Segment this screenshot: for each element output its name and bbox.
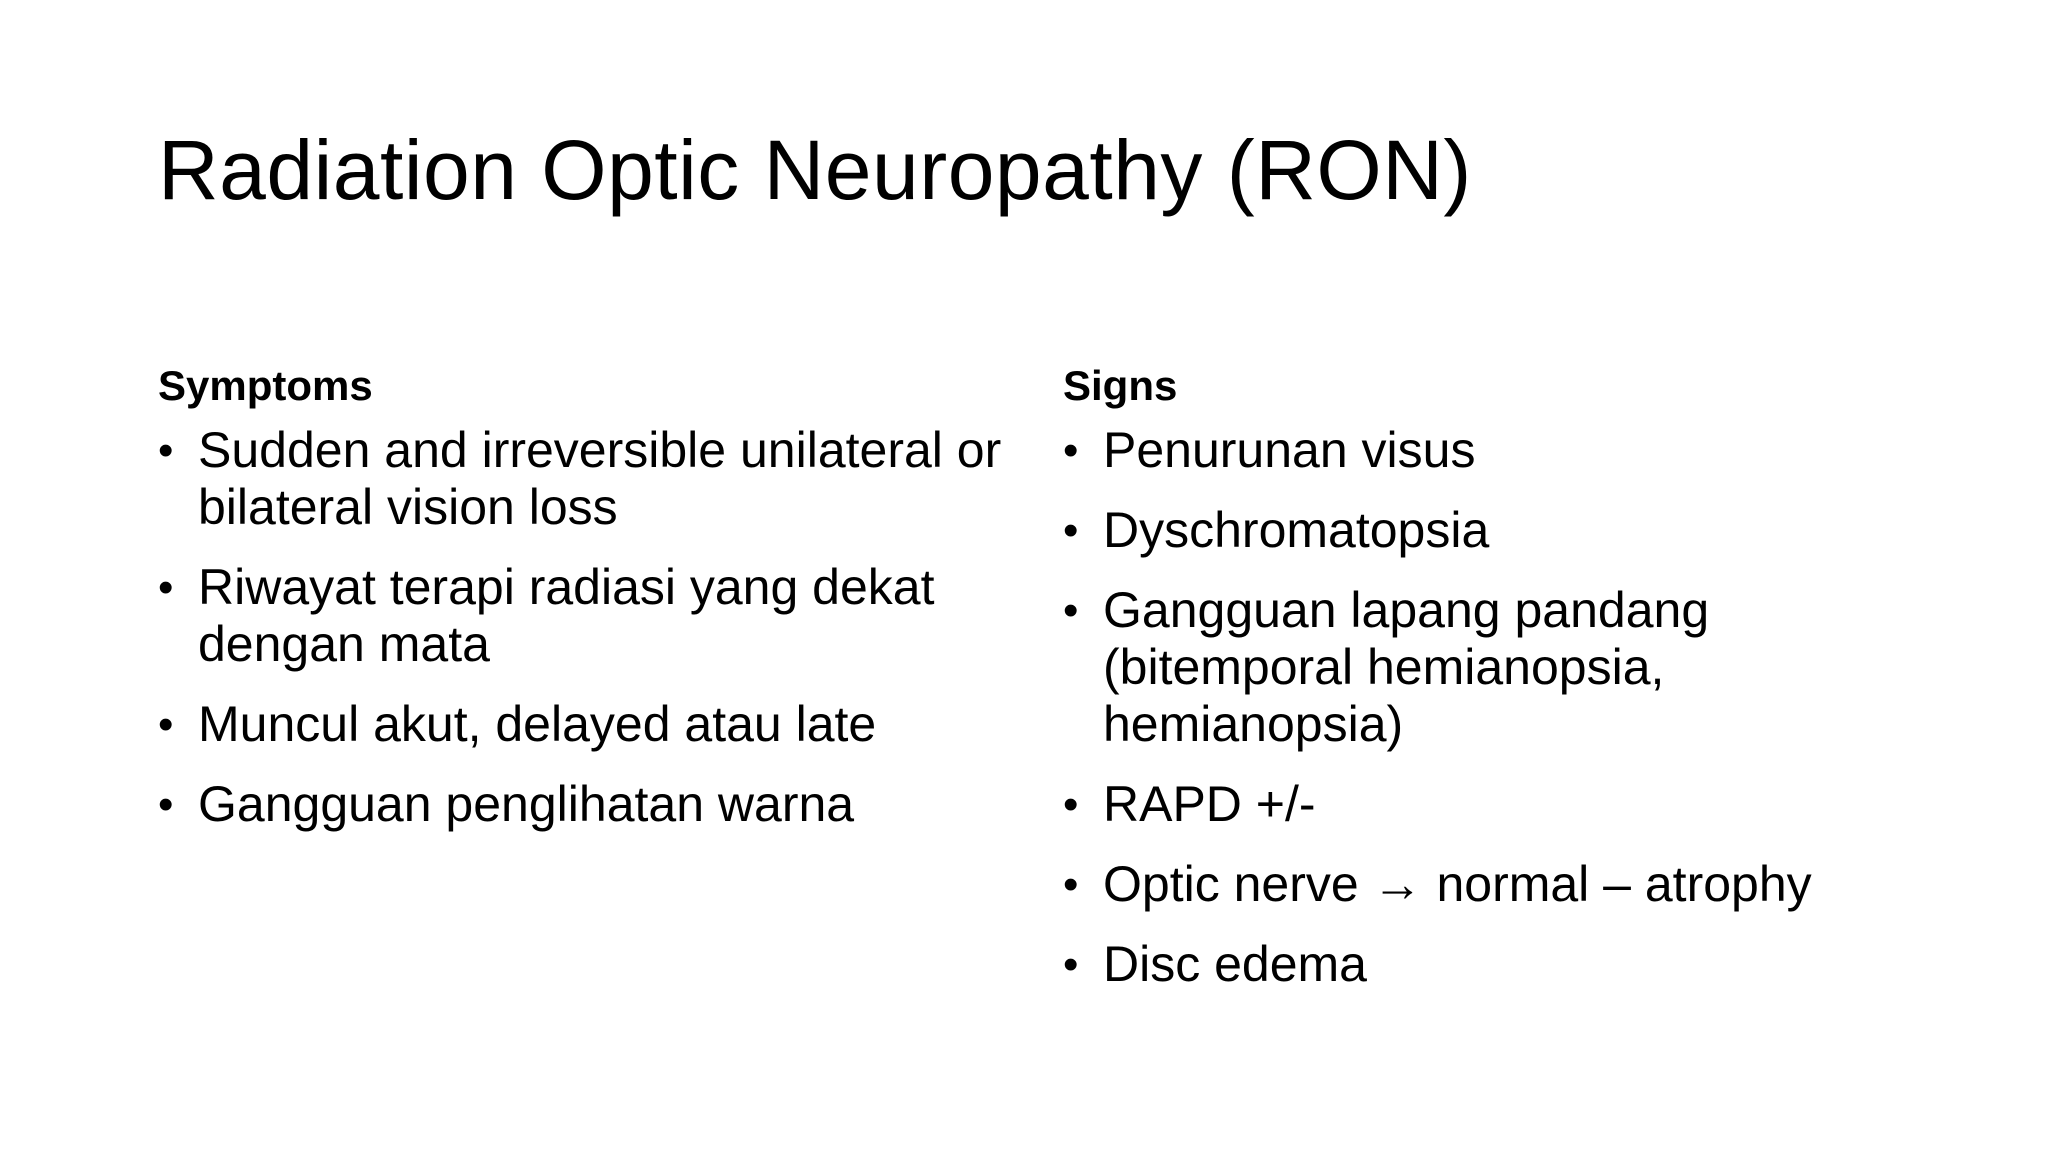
bullet-icon: • xyxy=(158,700,174,749)
list-item xyxy=(1063,582,1963,753)
list-item xyxy=(158,696,1018,753)
signs-column xyxy=(1063,358,1963,1016)
list-item-text: Gangguan lapang pandang (bitemporal hemianopsia, hemianopsia) xyxy=(1103,582,1710,752)
list-item-text: Optic nerve → normal – atrophy xyxy=(1103,856,1812,912)
list-item xyxy=(1063,936,1963,993)
list-item-text: Disc edema xyxy=(1103,936,1367,992)
list-item-text: RAPD +/- xyxy=(1103,776,1316,832)
signs-list xyxy=(1063,422,1963,993)
list-item-text: Riwayat terapi radiasi yang dekat dengan mata xyxy=(198,559,935,672)
bullet-icon: • xyxy=(158,780,174,829)
bullet-icon: • xyxy=(1063,506,1079,555)
bullet-icon: • xyxy=(158,426,174,475)
list-item xyxy=(1063,422,1963,479)
bullet-icon: • xyxy=(1063,940,1079,989)
list-item xyxy=(158,422,1018,536)
signs-heading: Signs xyxy=(1063,362,1178,409)
list-item-text: Dyschromatopsia xyxy=(1103,502,1490,558)
list-item-text: Muncul akut, delayed atau late xyxy=(198,696,877,752)
list-item-text: Penurunan visus xyxy=(1103,422,1476,478)
symptoms-heading: Symptoms xyxy=(158,362,373,409)
bullet-icon: • xyxy=(1063,426,1079,475)
bullet-icon: • xyxy=(158,563,174,612)
list-item xyxy=(158,559,1018,673)
symptoms-list xyxy=(158,422,1018,833)
list-item xyxy=(158,776,1018,833)
list-item-text: Sudden and irreversible unilateral or bilateral vision loss xyxy=(198,422,1002,535)
bullet-icon: • xyxy=(1063,860,1079,909)
list-item-text: Gangguan penglihatan warna xyxy=(198,776,855,832)
symptoms-column xyxy=(158,358,1018,856)
list-item xyxy=(1063,856,1963,913)
bullet-icon: • xyxy=(1063,780,1079,829)
bullet-icon: • xyxy=(1063,586,1079,635)
list-item xyxy=(1063,502,1963,559)
list-item xyxy=(1063,776,1963,833)
slide-title: Radiation Optic Neuropathy (RON) xyxy=(158,123,1472,217)
